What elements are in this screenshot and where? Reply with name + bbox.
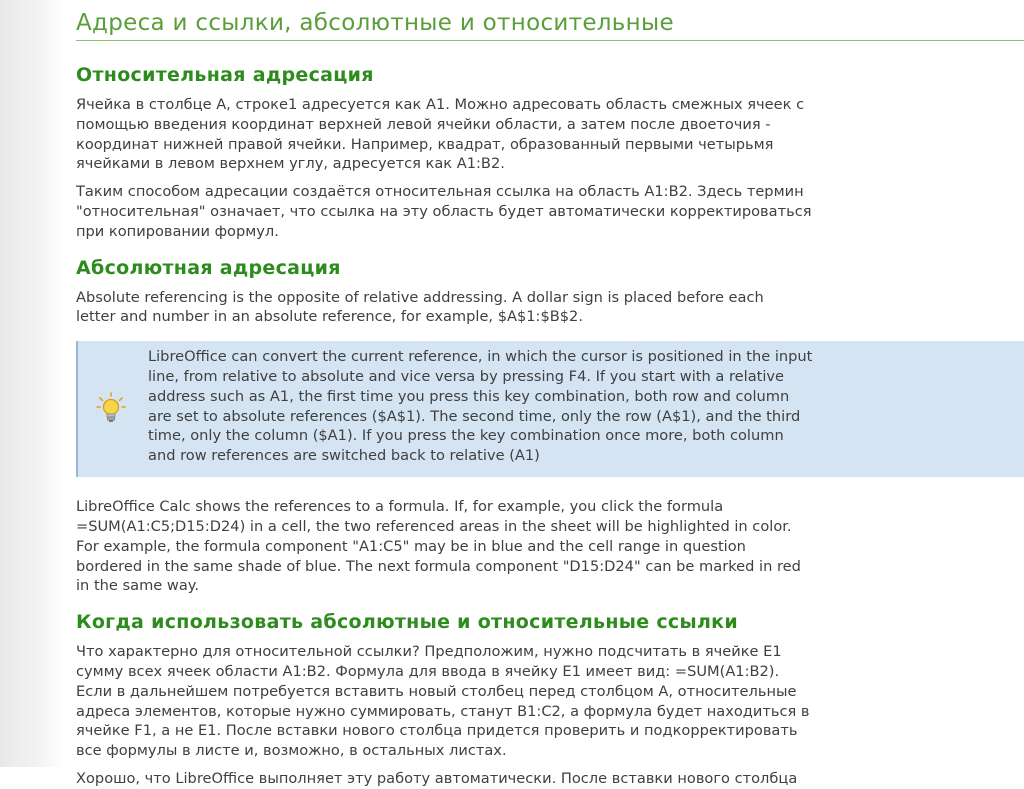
text-line: ячейке F1, а не E1. После вставки нового столбца придется проверить и подкорректировать bbox=[76, 722, 798, 740]
text-line: bordered in the same shade of blue. The next formula component "D15:D24" can be marked in red bbox=[76, 557, 801, 575]
text-line: при копировании формул. bbox=[76, 222, 279, 240]
title-underline bbox=[76, 40, 1024, 41]
paragraph-absolute-intro bbox=[76, 288, 1024, 328]
heading-when-to-use: Когда использовать абсолютные и относительные ссылки bbox=[76, 611, 738, 634]
text-line: Ячейка в столбце A, строке1 адресуется как A1. Можно адресовать область смежных ячеек с bbox=[76, 96, 805, 113]
text-line: Absolute referencing is the opposite of relative addressing. A dollar sign is placed before each bbox=[76, 288, 764, 306]
text-line: Если в дальнейшем потребуется вставить новый столбец перед столбцом A, относительные bbox=[76, 682, 797, 700]
text-line: =SUM(A1:C5;D15:D24) in a cell, the two referenced areas in the sheet will be highlighted in color. bbox=[76, 517, 792, 535]
paragraph-calc-references bbox=[76, 497, 1024, 596]
text-line: For example, the formula component "A1:C5" may be in blue and the cell range in question bbox=[76, 537, 746, 555]
text-line: and row references are switched back to relative (A1) bbox=[148, 447, 540, 465]
text-line: LibreOffice can convert the current reference, in which the cursor is positioned in the input bbox=[148, 348, 813, 366]
text-line: LibreOffice Calc shows the references to a formula. If, for example, you click the formula bbox=[76, 498, 724, 516]
text-line: адреса элементов, которые нужно суммировать, станут B1:C2, а формула будет находиться в bbox=[76, 702, 810, 720]
paragraph-when-relative bbox=[76, 642, 1024, 761]
lightbulb-icon bbox=[96, 391, 126, 425]
text-line: ячейками в левом верхнем углу, адресуется как A1:B2. bbox=[76, 155, 505, 173]
text-line: letter and number in an absolute reference, for example, $A$1:$B$2. bbox=[76, 308, 583, 326]
text-line: помощью введения координат верхней левой ячейки области, а затем после двоеточия - bbox=[76, 115, 771, 133]
text-line: координат нижней правой ячейки. Например, квадрат, образованный первыми четырьмя bbox=[76, 135, 774, 153]
paragraph-relative-reference bbox=[76, 182, 1024, 241]
text-line: Таким способом адресации создаётся относительная ссылка на область A1:B2. Здесь термин bbox=[76, 183, 804, 201]
text-line: все формулы в листе и, возможно, в остальных листах. bbox=[76, 742, 507, 760]
tip-box bbox=[76, 341, 1024, 477]
text-line: сумму всех ячеек области A1:B2. Формула для ввода в ячейку E1 имеет вид: =SUM(A1:B2). bbox=[76, 662, 780, 680]
text-line: address such as A1, the first time you press this key combination, both row and column bbox=[148, 387, 790, 405]
paragraph-cutoff bbox=[76, 769, 1024, 789]
text-line: "относительная" означает, что ссылка на эту область будет автоматически корректироваться bbox=[76, 202, 812, 220]
text-line: Хорошо, что LibreOffice выполняет эту работу автоматически. После вставки нового столбца bbox=[76, 769, 798, 787]
page-title: Адреса и ссылки, абсолютные и относительные bbox=[76, 10, 674, 36]
page-left-shadow bbox=[0, 0, 64, 767]
tip-text bbox=[148, 347, 812, 466]
text-line: time, only the column ($A1). If you press the key combination once more, both column bbox=[148, 427, 784, 445]
text-line: in the same way. bbox=[76, 577, 199, 595]
text-line: Что характерно для относительной ссылки? Предположим, нужно подсчитать в ячейке E1 bbox=[76, 643, 782, 661]
heading-absolute-addressing: Абсолютная адресация bbox=[76, 256, 341, 279]
heading-relative-addressing: Относительная адресация bbox=[76, 64, 374, 86]
text-line: are set to absolute references ($A$1). The second time, only the row (A$1), and the third bbox=[148, 407, 801, 425]
text-line: line, from relative to absolute and vice versa by pressing F4. If you start with a relative bbox=[148, 367, 785, 385]
document-content bbox=[76, 0, 1024, 787]
paragraph-relative-intro bbox=[76, 95, 1024, 174]
